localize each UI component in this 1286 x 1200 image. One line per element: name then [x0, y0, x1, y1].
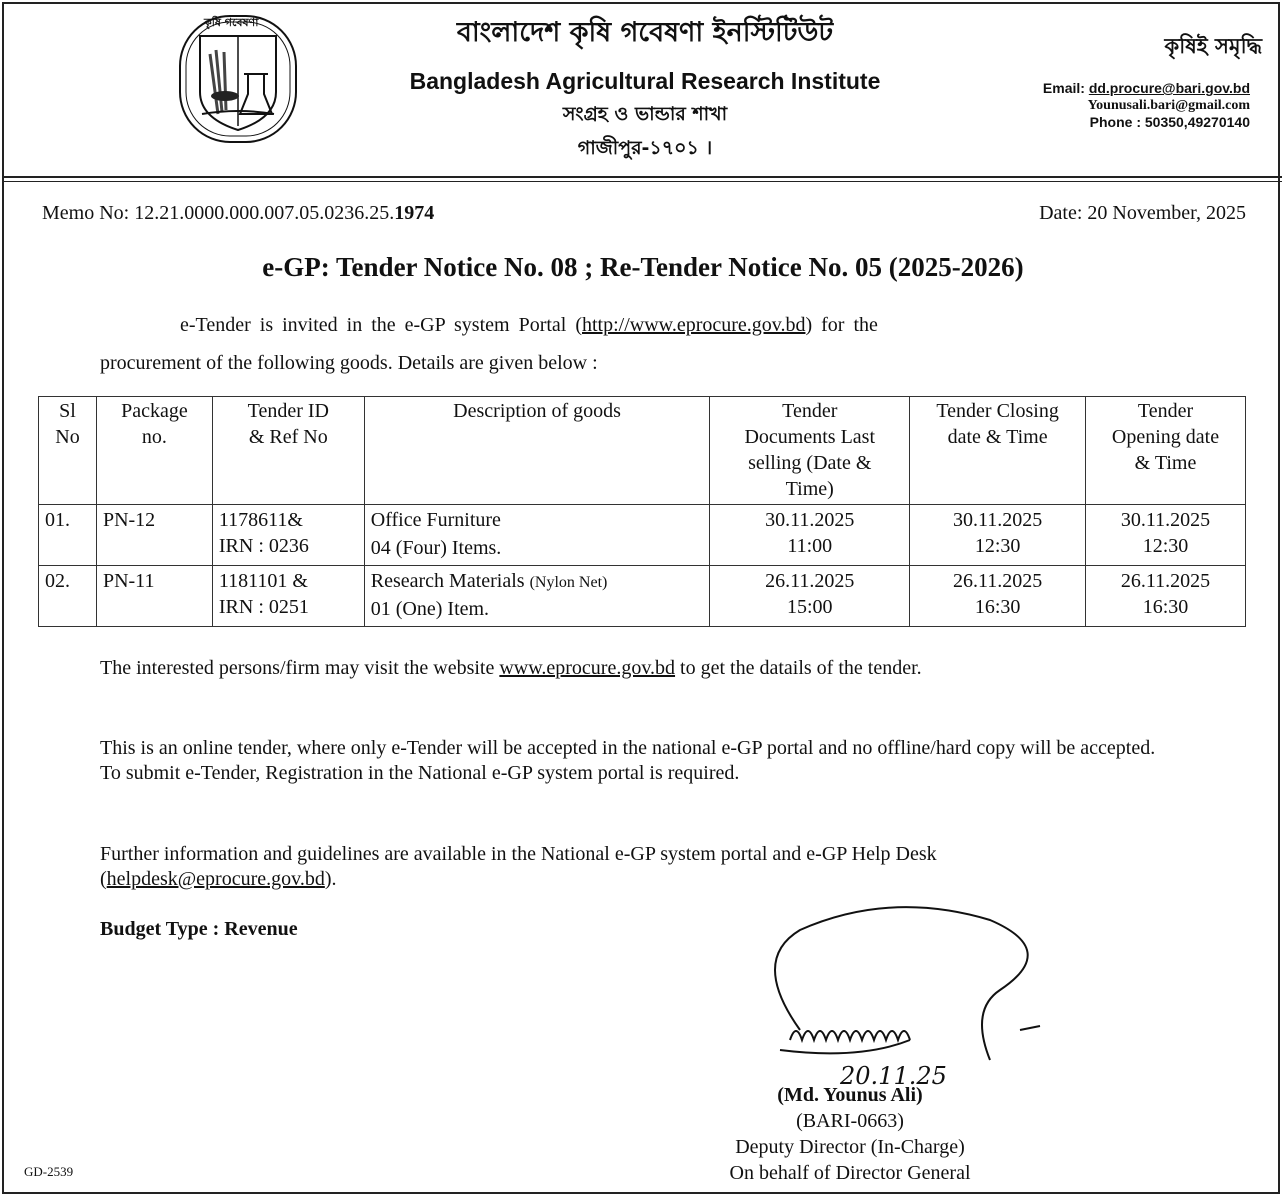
- memo-prefix: Memo No: 12.21.0000.000.007.05.0236.25.: [42, 202, 395, 224]
- intro-line-1: [180, 314, 878, 337]
- header-package: Package no.: [96, 397, 212, 505]
- header-divider-thin: [2, 181, 1282, 182]
- table-row: [39, 566, 1246, 627]
- header-tender-id: Tender ID & Ref No: [212, 397, 364, 505]
- cell-doc-selling: 30.11.2025 11:00: [710, 505, 910, 566]
- email-link-procure[interactable]: dd.procure@bari.gov.bd: [1088, 80, 1250, 96]
- intro-line-2: procurement of the following goods. Details are given below :: [100, 352, 598, 374]
- unit-name-bangla: সংগ্রহ ও ভান্ডার শাখা: [562, 103, 728, 125]
- cell-sl: 01.: [39, 505, 97, 566]
- paragraph-website: The interested persons/firm may visit the website www.eprocure.gov.bd to get the datails of the tender.: [100, 657, 922, 679]
- portal-link[interactable]: http://www.eprocure.gov.bd: [582, 314, 806, 336]
- helpdesk-email-link[interactable]: helpdesk@eprocure.gov.bd: [106, 868, 325, 890]
- issue-date: Date: 20 November, 2025: [1039, 202, 1246, 224]
- signatory-name: (Md. Younus Ali): [777, 1084, 923, 1106]
- cell-closing: 26.11.2025 16:30: [910, 566, 1086, 627]
- cell-tender-id: 1178611& IRN : 0236: [212, 505, 364, 566]
- email-label: Email:: [1042, 80, 1089, 96]
- org-name-english: Bangladesh Agricultural Research Institute: [409, 68, 881, 94]
- cell-closing: 30.11.2025 12:30: [910, 505, 1086, 566]
- memo-serial: 1974: [394, 202, 435, 224]
- cell-package: PN-11: [96, 566, 212, 627]
- signatory-id: (BARI-0663): [796, 1110, 904, 1132]
- logo-top-text: কৃষি গবেষণা: [204, 16, 259, 29]
- header-description: Description of goods: [364, 397, 710, 505]
- tender-table: [38, 396, 1246, 627]
- cell-tender-id: 1181101 & IRN : 0251: [212, 566, 364, 627]
- notice-title: e-GP: Tender Notice No. 08 ; Re-Tender Notice No. 05 (2025-2026): [262, 252, 1024, 282]
- signature-icon: [740, 900, 1070, 1100]
- website-link[interactable]: www.eprocure.gov.bd: [499, 657, 676, 679]
- location-bangla: গাজীপুর-১৭০১ ।: [577, 137, 713, 159]
- cell-sl: 02.: [39, 566, 97, 627]
- cell-package: PN-12: [96, 505, 212, 566]
- intro-text: e-Tender is invited in the e-GP system Portal (: [180, 314, 582, 336]
- header-sl: Sl No: [39, 397, 97, 505]
- contact-block: [950, 80, 1250, 131]
- signatory-block: [680, 1082, 1020, 1186]
- cell-opening: 30.11.2025 12:30: [1086, 505, 1246, 566]
- phone: Phone : 50350,49270140: [1089, 114, 1250, 130]
- footer-code: GD-2539: [24, 1164, 74, 1179]
- slogan: কৃষিই সমৃদ্ধি: [1164, 34, 1262, 58]
- memo-number: [42, 202, 434, 225]
- header-opening: Tender Opening date & Time: [1086, 397, 1246, 505]
- signatory-behalf: On behalf of Director General: [729, 1162, 971, 1184]
- paragraph-online-tender: This is an online tender, where only e-Tender will be accepted in the national e-GP portal and no offline/hard copy will be accepted. To submit e-Tender, Registration in the National e-GP system portal is required.: [100, 737, 1156, 784]
- header-divider: [2, 176, 1282, 178]
- cell-description: Office Furniture 04 (Four) Items.: [364, 505, 710, 566]
- header-doc-selling: Tender Documents Last selling (Date & Time): [710, 397, 910, 505]
- cell-description: Research Materials (Nylon Net) 01 (One) Item.: [364, 566, 710, 627]
- header-closing: Tender Closing date & Time: [910, 397, 1086, 505]
- table-row: [39, 505, 1246, 566]
- signature-date: 20.11.25: [840, 1062, 947, 1090]
- table-header-row: [39, 397, 1246, 505]
- paragraph-helpdesk: Further information and guidelines are available in the National e-GP system portal and e-GP Help Desk (helpdesk@eprocure.gov.bd).: [100, 843, 937, 890]
- org-name-bangla: বাংলাদেশ কৃষি গবেষণা ইনস্টিটিউট: [456, 17, 834, 48]
- email-secondary: Younusali.bari@gmail.com: [1087, 98, 1250, 113]
- intro-text-end: ) for the: [805, 314, 878, 336]
- signatory-designation: Deputy Director (In-Charge): [735, 1136, 965, 1158]
- cell-doc-selling: 26.11.2025 15:00: [710, 566, 910, 627]
- cell-opening: 26.11.2025 16:30: [1086, 566, 1246, 627]
- bari-logo-icon: [178, 14, 298, 144]
- budget-type: Budget Type : Revenue: [100, 918, 298, 940]
